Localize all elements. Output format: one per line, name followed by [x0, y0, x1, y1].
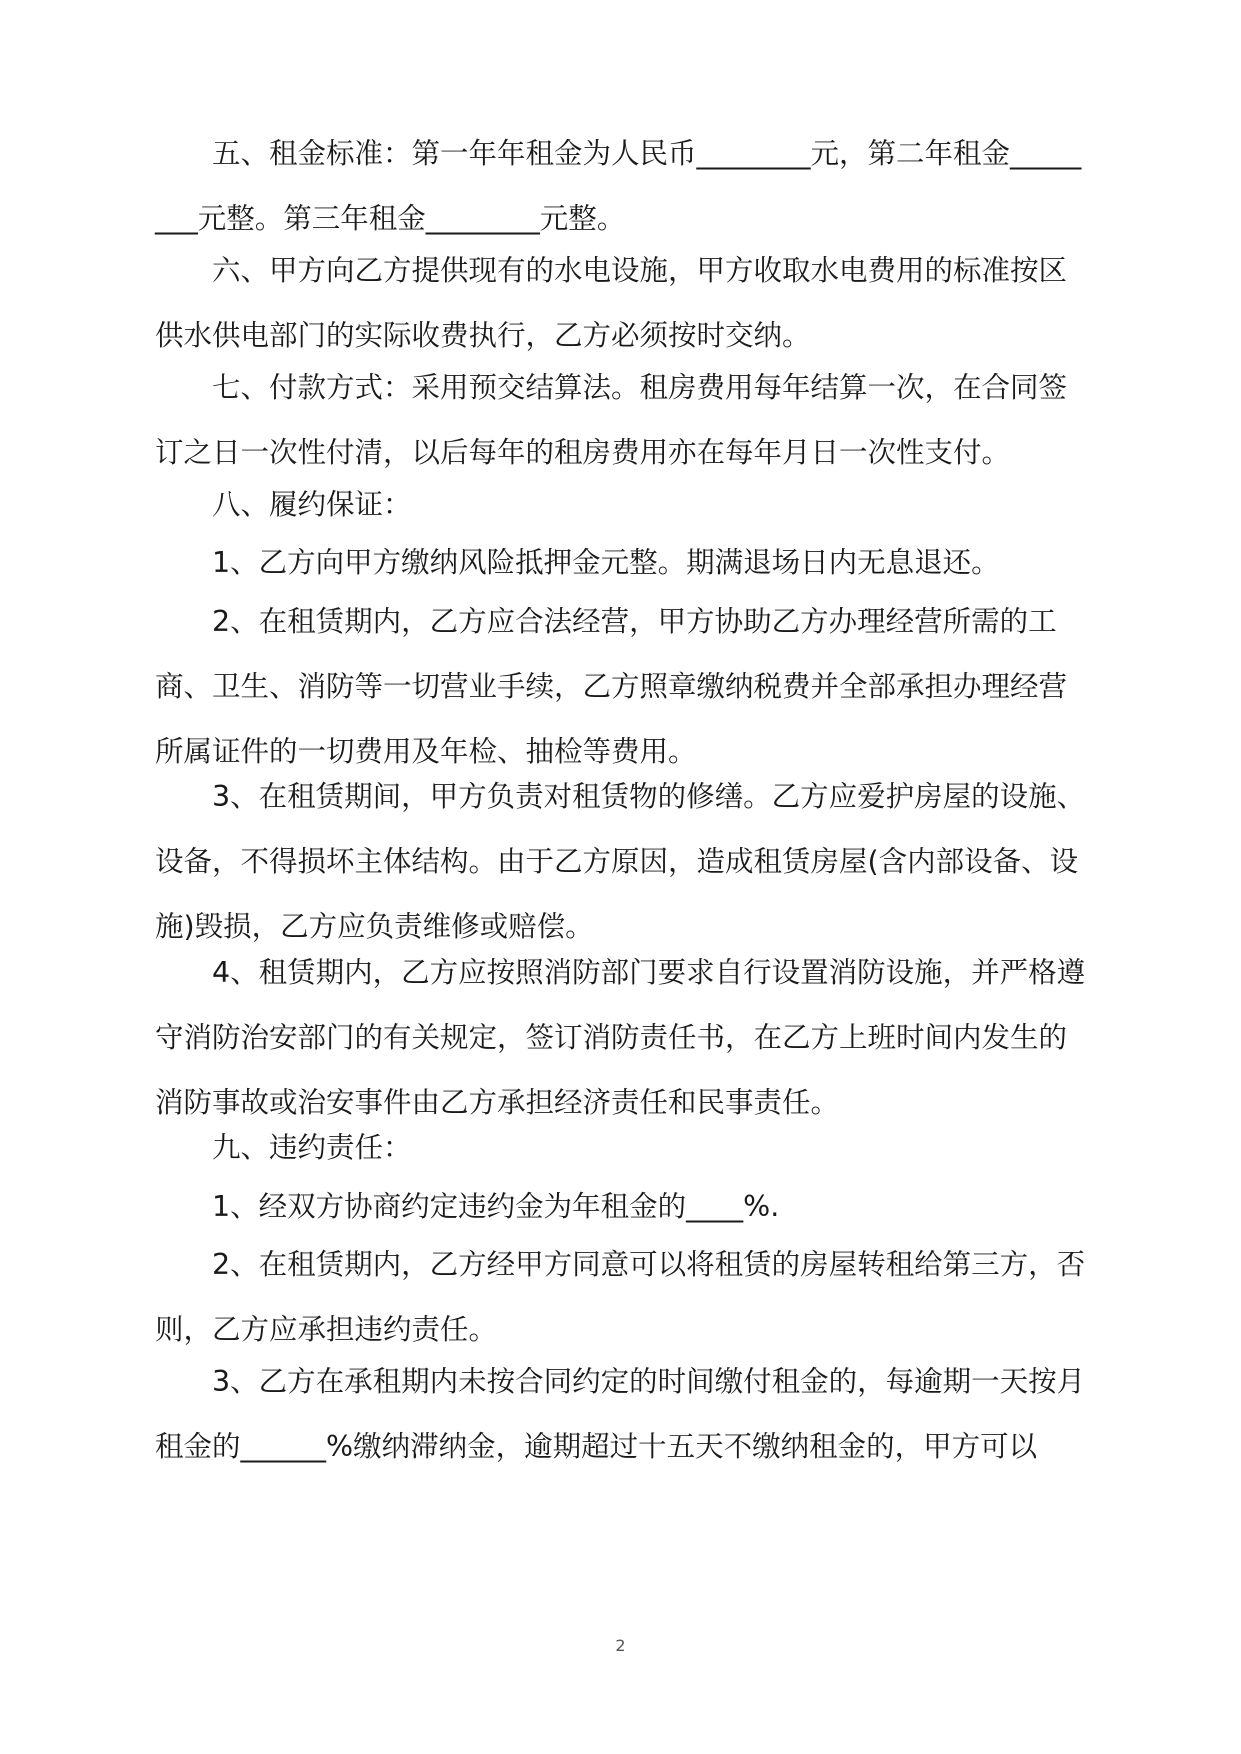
paragraph-guarantee-3: 3、在租赁期间，甲方负责对租赁物的修缮。乙方应爱护房屋的设施、设备，不得损坏主体结构。由于乙方原因，造成租赁房屋(含内部设备、设施)毁损，乙方应负责维修或赔偿。 [155, 780, 1086, 943]
paragraph-breach-3: 3、乙方在承租期内未按合同约定的时间缴付租金的，每逾期一天按月租金的______%缴纳滞纳金，逾期超过十五天不缴纳租金的，甲方可以 [155, 1365, 1086, 1463]
paragraph-guarantee-4: 4、租赁期内，乙方应按照消防部门要求自行设置消防设施，并严格遵守消防治安部门的有关规定，签订消防责任书，在乙方上班时间内发生的消防事故或治安事件由乙方承担经济责任和民事责任。 [155, 956, 1086, 1119]
paragraph-rent-standard: 五、租金标准：第一年年租金为人民币________元，第二年租金________元整。第三年租金________元整。 [155, 137, 1082, 235]
paragraph-utilities: 六、甲方向乙方提供现有的水电设施，甲方收取水电费用的标准按区供水供电部门的实际收费执行，乙方必须按时交纳。 [155, 254, 1068, 352]
paragraph-payment-method: 七、付款方式：采用预交结算法。租房费用每年结算一次，在合同签订之日一次性付清，以后每年的租房费用亦在每年月日一次性支付。 [155, 371, 1068, 469]
paragraph-guarantee-2: 2、在租赁期内，乙方应合法经营，甲方协助乙方办理经营所需的工商、卫生、消防等一切营业手续，乙方照章缴纳税费并全部承担办理经营所属证件的一切费用及年检、抽检等费用。 [155, 605, 1068, 768]
page-number: 2 [615, 1636, 626, 1655]
paragraph-breach-1: 1、经双方协商约定违约金为年租金的____%. [212, 1190, 780, 1223]
paragraph-guarantee-1: 1、乙方向甲方缴纳风险抵押金元整。期满退场日内无息退还。 [212, 546, 1000, 579]
paragraph-breach-2: 2、在租赁期内，乙方经甲方同意可以将租赁的房屋转租给第三方，否则，乙方应承担违约责任。 [155, 1248, 1086, 1346]
heading-breach-liability: 九、违约责任： [212, 1131, 412, 1164]
heading-performance-guarantee: 八、履约保证： [212, 488, 412, 521]
